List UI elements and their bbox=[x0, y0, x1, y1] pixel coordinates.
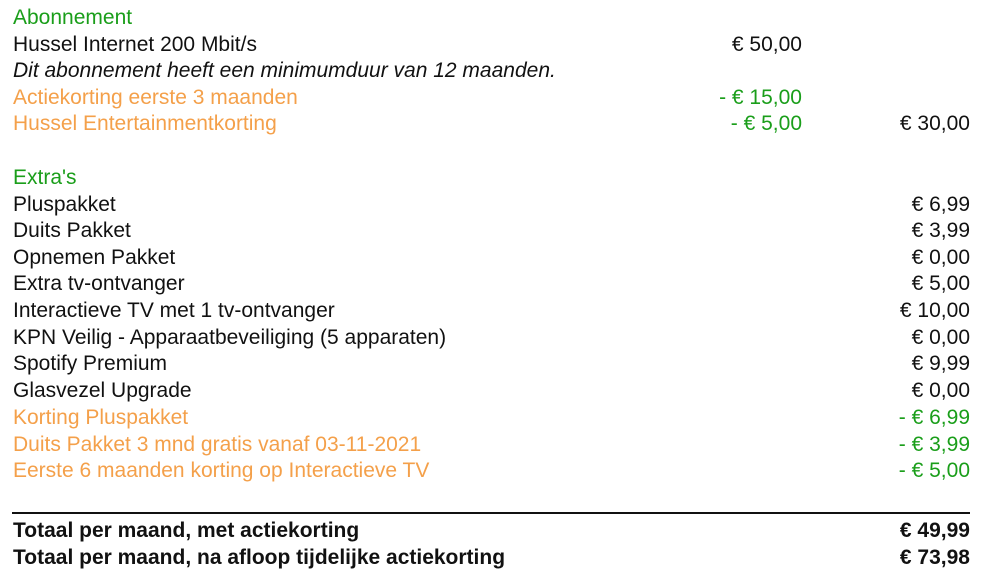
extras-item-amount: € 10,00 bbox=[899, 299, 970, 322]
abonnement-discount-label: Hussel Entertainmentkorting bbox=[13, 112, 277, 135]
extras-discount-row bbox=[0, 432, 1008, 458]
total-row bbox=[0, 518, 1008, 544]
abonnement-discount-amount: - € 5,00 bbox=[730, 112, 802, 135]
extras-item-row bbox=[0, 351, 1008, 377]
extras-item-row bbox=[0, 298, 1008, 324]
abonnement-discount-row bbox=[0, 111, 1008, 137]
extras-discount-amount: - € 6,99 bbox=[898, 406, 970, 429]
extras-discount-row bbox=[0, 458, 1008, 484]
extras-item-row bbox=[0, 271, 1008, 297]
extras-item-row bbox=[0, 245, 1008, 271]
extras-discount-amount: - € 3,99 bbox=[898, 433, 970, 456]
extras-item-label: Extra tv-ontvanger bbox=[13, 272, 185, 295]
extras-item-amount: € 6,99 bbox=[911, 193, 970, 216]
total-row bbox=[0, 545, 1008, 571]
extras-item-amount: € 5,00 bbox=[911, 272, 970, 295]
total-label: Totaal per maand, met actiekorting bbox=[13, 519, 360, 542]
extras-item-amount: € 3,99 bbox=[911, 219, 970, 242]
abonnement-subtotal: € 30,00 bbox=[899, 112, 970, 135]
extras-item-label: Interactieve TV met 1 tv-ontvanger bbox=[13, 299, 335, 322]
plan-price: € 50,00 bbox=[731, 33, 802, 56]
extras-item-label: Duits Pakket bbox=[13, 219, 131, 242]
extras-discount-label: Eerste 6 maanden korting op Interactieve TV bbox=[13, 459, 430, 482]
extras-item-row bbox=[0, 325, 1008, 351]
contract-note: Dit abonnement heeft een minimumduur van 12 maanden. bbox=[13, 59, 556, 82]
extras-item-label: Pluspakket bbox=[13, 193, 116, 216]
extras-item-row bbox=[0, 378, 1008, 404]
contract-note-row bbox=[0, 58, 1008, 84]
extras-discount-amount: - € 5,00 bbox=[898, 459, 970, 482]
total-amount: € 73,98 bbox=[899, 546, 970, 569]
extras-item-row bbox=[0, 218, 1008, 244]
extras-item-label: Spotify Premium bbox=[13, 352, 168, 375]
plan-row bbox=[0, 32, 1008, 58]
extras-item-amount: € 0,00 bbox=[911, 246, 970, 269]
abonnement-discount-amount: - € 15,00 bbox=[719, 86, 802, 109]
total-label: Totaal per maand, na afloop tijdelijke actiekorting bbox=[13, 546, 506, 569]
extras-item-amount: € 0,00 bbox=[911, 379, 970, 402]
extras-heading: Extra's bbox=[13, 166, 77, 189]
total-amount: € 49,99 bbox=[899, 519, 970, 542]
totals-divider bbox=[12, 512, 970, 514]
plan-name: Hussel Internet 200 Mbit/s bbox=[13, 33, 257, 56]
extras-discount-label: Korting Pluspakket bbox=[13, 406, 189, 429]
extras-item-row bbox=[0, 192, 1008, 218]
extras-item-amount: € 0,00 bbox=[911, 326, 970, 349]
abonnement-discount-row bbox=[0, 85, 1008, 111]
extras-discount-row bbox=[0, 405, 1008, 431]
extras-item-label: Glasvezel Upgrade bbox=[13, 379, 192, 402]
extras-item-amount: € 9,99 bbox=[911, 352, 970, 375]
extras-item-label: Opnemen Pakket bbox=[13, 246, 176, 269]
extras-heading-row bbox=[0, 165, 1008, 191]
abonnement-heading: Abonnement bbox=[13, 6, 133, 29]
abonnement-discount-label: Actiekorting eerste 3 maanden bbox=[13, 86, 298, 109]
extras-discount-label: Duits Pakket 3 mnd gratis vanaf 03-11-2021 bbox=[13, 433, 422, 456]
abonnement-heading-row bbox=[0, 5, 1008, 31]
extras-item-label: KPN Veilig - Apparaatbeveiliging (5 apparaten) bbox=[13, 326, 447, 349]
